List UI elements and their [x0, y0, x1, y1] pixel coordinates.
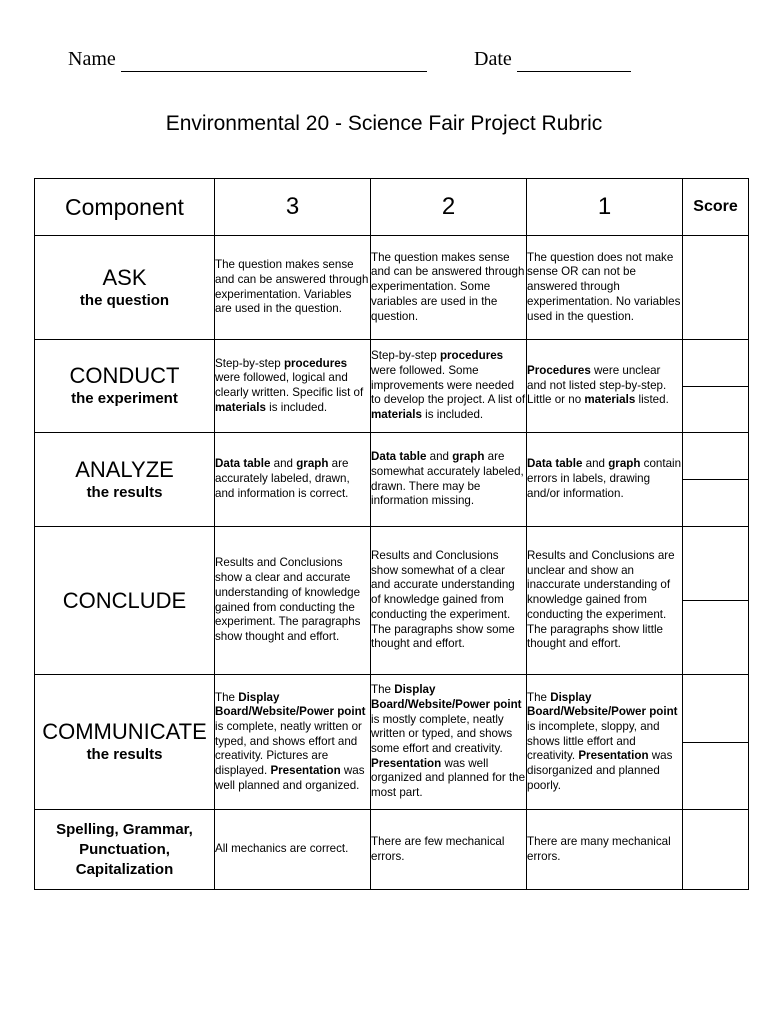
criteria-text: All mechanics are correct. [215, 842, 349, 856]
page-title: Environmental 20 - Science Fair Project Rubric [165, 112, 603, 135]
score-box[interactable] [683, 675, 749, 810]
criteria-text: Results and Conclusions show a clear and accurate understanding of knowledge gained from conducting the experiment. The paragraphs show thought and effort. [215, 556, 361, 643]
criteria-text: Step-by-step [371, 349, 440, 363]
score-box[interactable] [683, 433, 749, 527]
table-header-row [35, 179, 749, 236]
criteria-text: The [371, 683, 395, 697]
table-row [35, 340, 749, 433]
criteria-level-2 [371, 675, 527, 810]
component-conduct [35, 340, 215, 433]
bold-term: materials [215, 400, 266, 414]
criteria-level-2 [371, 527, 527, 675]
header-level-3: 3 [215, 179, 371, 236]
criteria-level-3 [215, 675, 371, 810]
criteria-text: is included. [421, 408, 484, 422]
criteria-text: The question does not make sense OR can not be answered through experimentation. No variables used in the question. [527, 250, 681, 323]
criteria-text: The question makes sense and can be answered through experimentation. Variables are used in the question. [215, 258, 369, 316]
criteria-level-2 [371, 810, 527, 890]
table-row [35, 433, 749, 527]
bold-term: Display Board/Website/Power point [215, 690, 366, 719]
component-ask [35, 236, 215, 340]
bold-term: Presentation [270, 764, 341, 778]
table-row [35, 527, 749, 675]
bold-term: Display Board/Website/Power point [371, 683, 522, 711]
header-level-1: 1 [527, 179, 683, 236]
criteria-level-1 [527, 236, 683, 340]
criteria-level-3 [215, 340, 371, 433]
score-box[interactable] [683, 236, 749, 340]
date-field[interactable] [517, 71, 631, 72]
bold-term: procedures [283, 356, 348, 370]
component-title: ASK [102, 264, 147, 290]
criteria-text: There are few mechanical errors. [371, 834, 505, 863]
criteria-text: The question makes sense and can be answered through experimentation. Some variables are used in the question. [371, 250, 525, 323]
criteria-text: was well organized and planned for the most part. [371, 756, 526, 800]
header-component: Component [35, 179, 215, 236]
criteria-text: and [582, 457, 609, 471]
criteria-text: were followed. Some improvements were needed to develop the project. A list of [371, 363, 526, 407]
bold-term: Data table [215, 457, 271, 471]
criteria-text: and [270, 457, 297, 471]
bold-term: materials [371, 408, 422, 422]
criteria-level-2 [371, 236, 527, 340]
criteria-level-2 [371, 340, 527, 433]
header-score: Score [683, 179, 749, 236]
bold-term: procedures [439, 349, 504, 363]
criteria-level-1 [527, 675, 683, 810]
bold-term: Display Board/Website/Power point [527, 690, 678, 719]
name-field[interactable] [121, 71, 427, 72]
bold-term: graph [452, 450, 485, 464]
score-box[interactable] [683, 340, 749, 433]
table-row [35, 675, 749, 810]
criteria-text: Results and Conclusions are unclear and show an inaccurate understanding of knowledge gained from conducting the experiment. The paragraphs show little thought and effort. [527, 549, 675, 651]
criteria-text: listed. [635, 393, 669, 407]
criteria-level-1 [527, 810, 683, 890]
criteria-text: Step-by-step [215, 356, 284, 370]
bold-term: Procedures [527, 363, 591, 377]
component-title: CONDUCT [69, 363, 180, 388]
criteria-text: There are many mechanical errors. [527, 834, 671, 863]
component-subtitle: the experiment [71, 390, 178, 407]
bold-term: graph [608, 457, 641, 471]
criteria-level-3 [215, 527, 371, 675]
component-subtitle: the results [86, 483, 163, 501]
component-communicate [35, 675, 215, 810]
criteria-text: was disorganized and planned poorly. [527, 749, 673, 792]
criteria-level-3 [215, 433, 371, 527]
criteria-text: and [426, 450, 453, 464]
component-title: Spelling, Grammar, Punctuation, Capitalization [56, 820, 193, 878]
component-title: COMMUNICATE [42, 719, 207, 744]
component-title: CONCLUDE [62, 587, 187, 613]
criteria-level-3 [215, 236, 371, 340]
criteria-text: is complete, neatly written or typed, and shows effort and creativity. Pictures are displayed. [215, 719, 362, 778]
criteria-level-2 [371, 433, 527, 527]
criteria-text: were unclear and not listed step-by-step. Little or no [527, 363, 667, 407]
score-box[interactable] [683, 527, 749, 675]
bold-term: Data table [527, 457, 583, 471]
header-level-2: 2 [371, 179, 527, 236]
bold-term: Data table [371, 450, 427, 464]
bold-term: materials [584, 393, 636, 407]
date-label: Date [474, 48, 512, 70]
component-conclude [35, 527, 215, 675]
criteria-text: The [527, 690, 551, 704]
criteria-text: was well planned and organized. [215, 764, 365, 792]
component-mechanics [35, 810, 215, 890]
component-subtitle: the question [79, 291, 170, 309]
table-row [35, 810, 749, 890]
rubric-table [34, 178, 749, 890]
criteria-text: is mostly complete, neatly written or typed, and shows some effort and creativity. [371, 712, 513, 755]
name-label: Name [68, 48, 116, 70]
component-analyze [35, 433, 215, 527]
bold-term: Presentation [371, 756, 442, 770]
bold-term: graph [296, 457, 329, 471]
criteria-text: The [215, 690, 239, 704]
score-box[interactable] [683, 810, 749, 890]
criteria-text: were followed, logical and clearly written. Specific list of [215, 371, 364, 399]
criteria-level-3 [215, 810, 371, 890]
component-subtitle: the results [86, 746, 163, 763]
bold-term: Presentation [578, 749, 649, 763]
table-row [35, 236, 749, 340]
component-title: ANALYZE [75, 456, 174, 482]
criteria-level-1 [527, 340, 683, 433]
criteria-text: are accurately labeled, drawn, and information is correct. [215, 457, 350, 500]
criteria-text: is incomplete, sloppy, and shows little effort and creativity. [527, 719, 660, 763]
name-date-header [0, 46, 768, 76]
criteria-text: is included. [265, 400, 328, 414]
criteria-level-1 [527, 433, 683, 527]
criteria-text: contain errors in labels, drawing and/or information. [527, 457, 682, 500]
criteria-text: Results and Conclusions show somewhat of a clear and accurate understanding of knowledge gained from conducting the experiment. The paragraphs show some thought and effort. [371, 549, 515, 651]
criteria-level-1 [527, 527, 683, 675]
criteria-text: are somewhat accurately labeled, drawn. There may be information missing. [371, 450, 524, 508]
